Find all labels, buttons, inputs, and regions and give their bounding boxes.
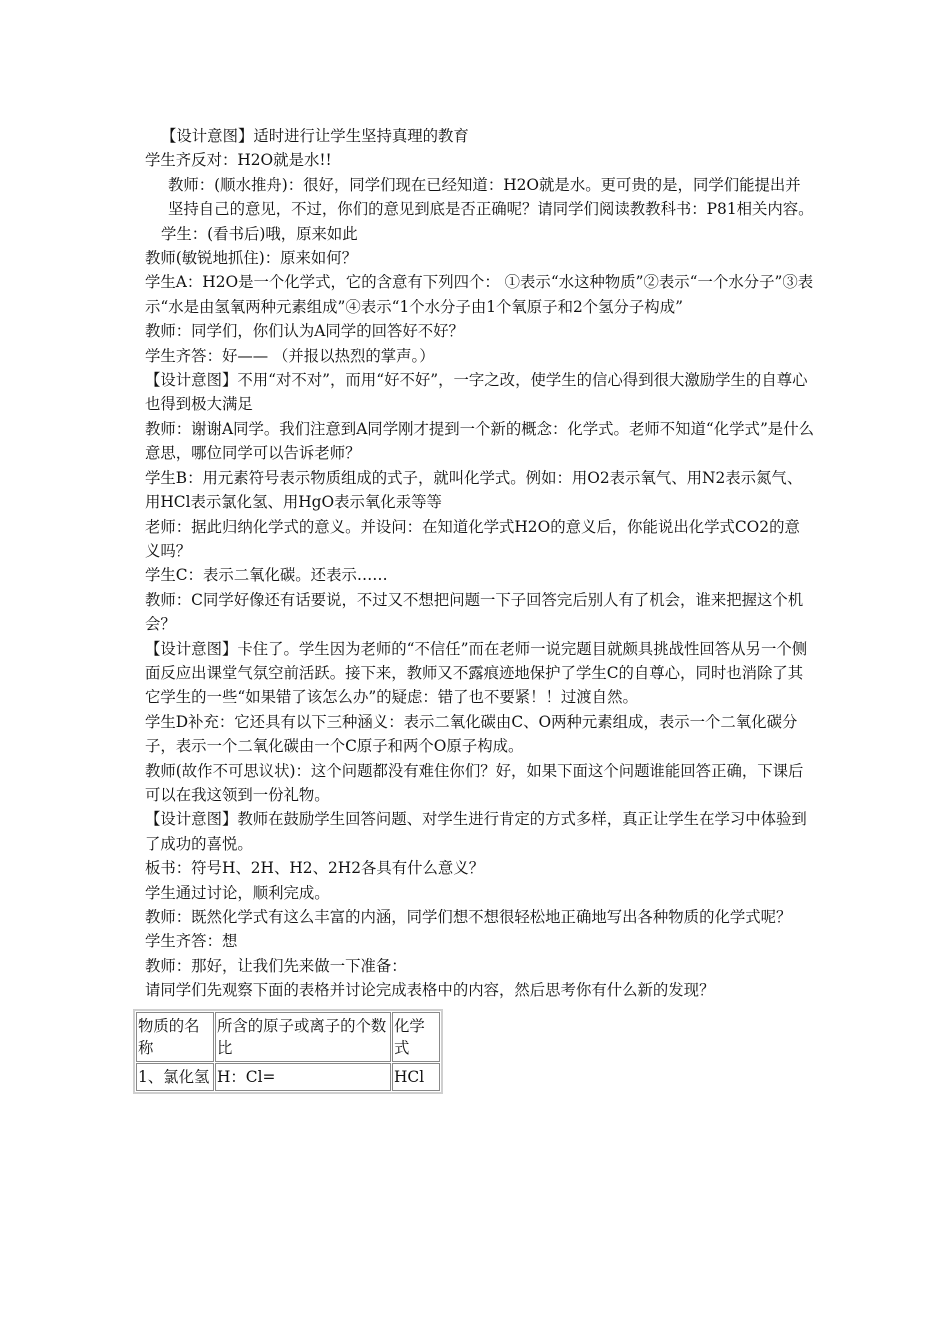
paragraph-student-d: 学生D补充：它还具有以下三种涵义：表示二氧化碳由C、O两种元素组成，表示一个二氧化碳分子，表示一个二氧化碳由一个C原子和两个O原子构成。 — [145, 712, 798, 756]
header-formula: 化学式 — [392, 1012, 440, 1062]
paragraph-teacher-9: 教师：那好，让我们先来做一下准备： — [145, 956, 407, 975]
paragraph-student-c: 学生C：表示二氧化碳。还表示…… — [145, 566, 388, 585]
header-atom-ratio: 所含的原子或离子的个数比 — [215, 1012, 391, 1062]
paragraph-discussion: 学生通过讨论，顺利完成。 — [145, 883, 330, 902]
design-intent-2: 【设计意图】不用“对不对”，而用“好不好”，一字之改，使学生的信心得到很大激励学生的自尊心也得到极大满足 — [145, 371, 808, 414]
paragraph-students-object: 学生齐反对：H2O就是水!! — [145, 151, 332, 170]
paragraph-students-want: 学生齐答：想 — [145, 932, 238, 951]
table-row — [136, 1063, 440, 1091]
header-substance-name: 物质的名称 — [136, 1012, 214, 1062]
paragraph-teacher-7: 教师(故作不可思议状)：这个问题都没有难住你们？好，如果下面这个问题谁能回答正确，下课后可以在我这领到一份礼物。 — [145, 761, 804, 804]
design-intent-4: 【设计意图】教师在鼓励学生回答问题、对学生进行肯定的方式多样，真正让学生在学习中体验到了成功的喜悦。 — [145, 810, 807, 853]
paragraph-instruction: 请同学们先观察下面的表格并讨论完成表格中的内容，然后思考你有什么新的发现？ — [145, 981, 715, 1000]
paragraph-teacher-1: 教师：(顺水推舟)：很好，同学们现在已经知道：H2O就是水。更可贵的是，同学们能提出并坚持自己的意见，不过，你们的意见到底是否正确呢？请同学们阅读教教科书：P81相关内容。 — [168, 175, 814, 219]
paragraph-teacher-5: 老师：据此归纳化学式的意义。并设问：在知道化学式H2O的意义后，你能说出化学式CO2的意义吗？ — [145, 517, 800, 560]
paragraph-teacher-8: 教师：既然化学式有这么丰富的内涵，同学们想不想很轻松地正确地写出各种物质的化学式呢？ — [145, 908, 792, 926]
design-intent-1: 【设计意图】适时进行让学生坚持真理的教育 — [161, 127, 469, 145]
table-header-row — [136, 1012, 440, 1062]
paragraph-teacher-6: 教师：C同学好像还有话要说，不过又不想把问题一下子回答完后别人有了机会，谁来把握这个机会？ — [145, 590, 804, 634]
paragraph-students-answer: 学生齐答：好—— （并报以热烈的掌声。） — [145, 346, 435, 365]
design-intent-3: 【设计意图】卡住了。学生因为老师的“不信任”而在老师一说完题目就颇具挑战性回答从另一个侧面反应出课堂气氛空前活跃。接下来，教师又不露痕迹地保护了学生C的自尊心，同时也消除了其它学生的一些“如果错了该怎么办”的疑虑：错了也不要紧！！过渡自然。 — [145, 639, 808, 707]
paragraph-student-b: 学生B：用元素符号表示物质组成的式子，就叫化学式。例如：用O2表示氧气、用N2表示氮气、用HCl表示氯化氢、用HgO表示氧化汞等等 — [145, 468, 803, 512]
paragraph-teacher-2: 教师(敏锐地抓住)：原来如何？ — [145, 249, 358, 268]
chemical-formula-table — [133, 1009, 443, 1094]
cell-substance-name: 1、氯化氢 — [136, 1063, 214, 1091]
cell-formula: HCl — [392, 1063, 440, 1091]
paragraph-student-a: 学生A：H2O是一个化学式，它的含意有下列四个： ①表示“水这种物质”②表示“一个水分子”③表示“水是由氢氧两种元素组成”④表示“1个水分子由1个氧原子和2个氢分子构成” — [145, 273, 814, 316]
paragraph-student-read: 学生：(看书后)哦，原来如此 — [161, 224, 358, 243]
paragraph-teacher-3: 教师：同学们，你们认为A同学的回答好不好？ — [145, 322, 464, 341]
paragraph-blackboard: 板书：符号H、2H、H2、2H2各具有什么意义？ — [145, 859, 485, 878]
cell-atom-ratio: H：Cl= — [215, 1063, 391, 1091]
document-page — [138, 124, 815, 1094]
paragraph-teacher-4: 教师：谢谢A同学。我们注意到A同学刚才提到一个新的概念：化学式。老师不知道“化学式”是什么意思，哪位同学可以告诉老师？ — [145, 419, 814, 463]
